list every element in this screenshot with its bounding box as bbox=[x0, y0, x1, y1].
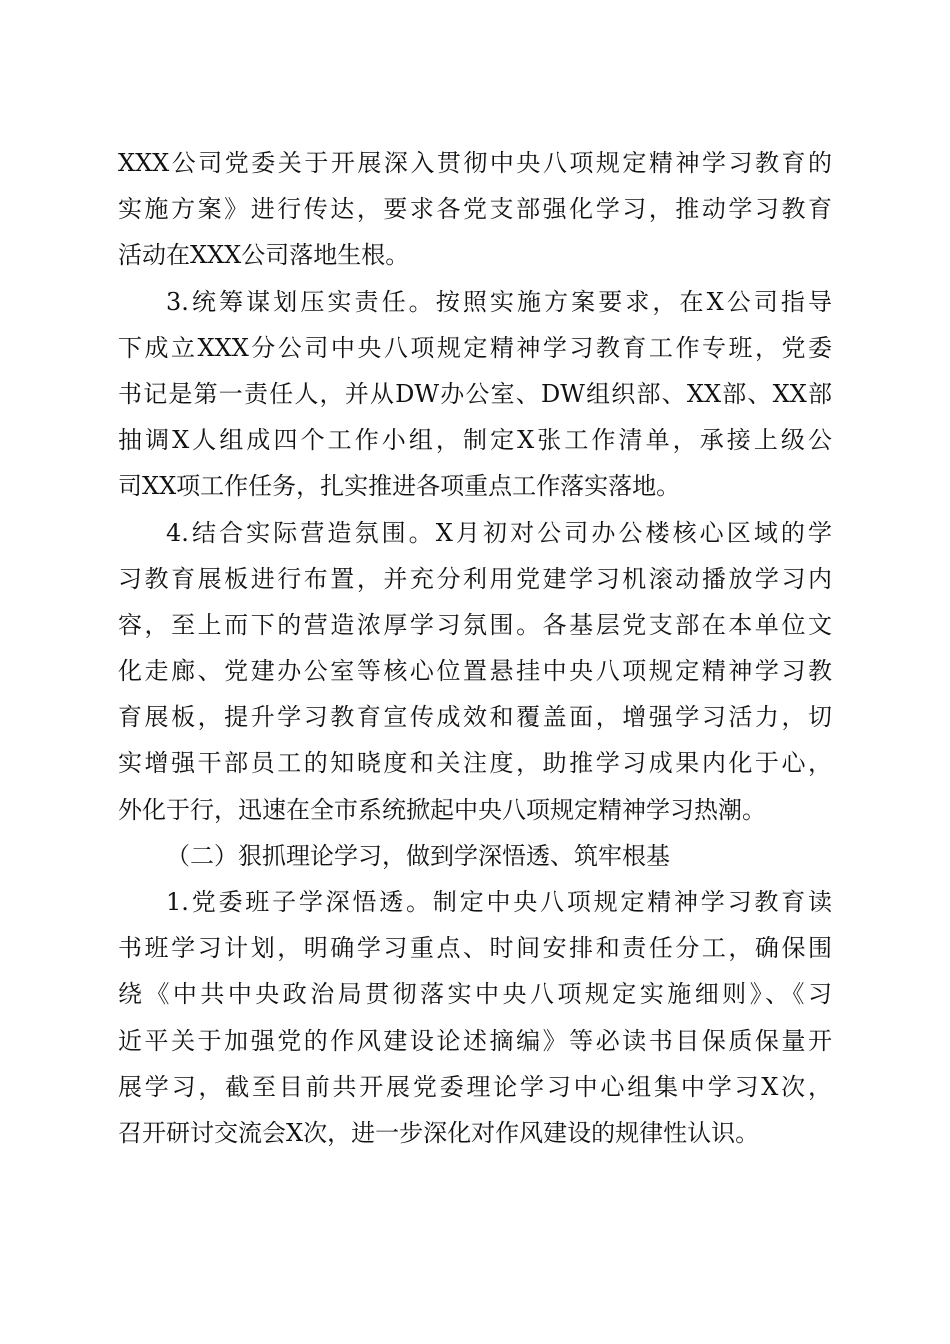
text-line: 抽调X人组成四个工作小组，制定X张工作清单，承接上级公 bbox=[118, 426, 832, 455]
text-line: 活动在XXX公司落地生根。 bbox=[118, 241, 410, 270]
section-heading-text: （二）狠抓理论学习，做到学深悟透、筑牢根基 bbox=[166, 841, 670, 870]
text-line: 育展板，提升学习教育宣传成效和覆盖面，增强学习活力，切 bbox=[118, 703, 832, 732]
paragraph-continuation bbox=[118, 140, 832, 279]
text-line: 1.党委班子学深悟透。制定中央八项规定精神学习教育读 bbox=[166, 888, 832, 916]
section-heading bbox=[118, 833, 832, 879]
document-page bbox=[118, 140, 832, 1156]
text-line: 实增强干部员工的知晓度和关注度，助推学习成果内化于心， bbox=[118, 749, 832, 778]
paragraph-item-1 bbox=[118, 879, 832, 1156]
paragraph-item-4 bbox=[118, 510, 832, 833]
text-line: 外化于行，迅速在全市系统掀起中央八项规定精神学习热潮。 bbox=[118, 795, 766, 824]
text-line: 书记是第一责任人，并从DW办公室、DW组织部、XX部、XX部 bbox=[118, 379, 832, 408]
text-line: 近平关于加强党的作风建设论述摘编》等必读书目保质保量开 bbox=[118, 1026, 832, 1055]
paragraph-item-3 bbox=[118, 279, 832, 510]
text-line: 书班学习计划，明确学习重点、时间安排和责任分工，确保围 bbox=[118, 934, 832, 963]
text-line: 司XX项工作任务，扎实推进各项重点工作落实落地。 bbox=[118, 472, 681, 501]
text-line: 4.结合实际营造氛围。X月初对公司办公楼核心区域的学 bbox=[166, 518, 832, 547]
text-line: 下成立XXX分公司中央八项规定精神学习教育工作专班，党委 bbox=[118, 333, 832, 362]
text-line: 化走廊、党建办公室等核心位置悬挂中央八项规定精神学习教 bbox=[118, 657, 832, 686]
text-line: 习教育展板进行布置，并充分利用党建学习机滚动播放学习内 bbox=[118, 564, 832, 593]
text-line: 容，至上而下的营造浓厚学习氛围。各基层党支部在本单位文 bbox=[118, 610, 832, 639]
text-line: 3.统筹谋划压实责任。按照实施方案要求，在X公司指导 bbox=[166, 287, 832, 316]
text-line: XXX公司党委关于开展深入贯彻中央八项规定精神学习教育的 bbox=[118, 149, 832, 177]
text-line: 召开研讨交流会X次，进一步深化对作风建设的规律性认识。 bbox=[118, 1118, 760, 1147]
text-line: 实施方案》进行传达，要求各党支部强化学习，推动学习教育 bbox=[118, 195, 832, 224]
text-line: 展学习，截至目前共开展党委理论学习中心组集中学习X次， bbox=[118, 1072, 832, 1101]
text-line: 绕《中共中央政治局贯彻落实中央八项规定实施细则》、《习 bbox=[118, 980, 832, 1009]
